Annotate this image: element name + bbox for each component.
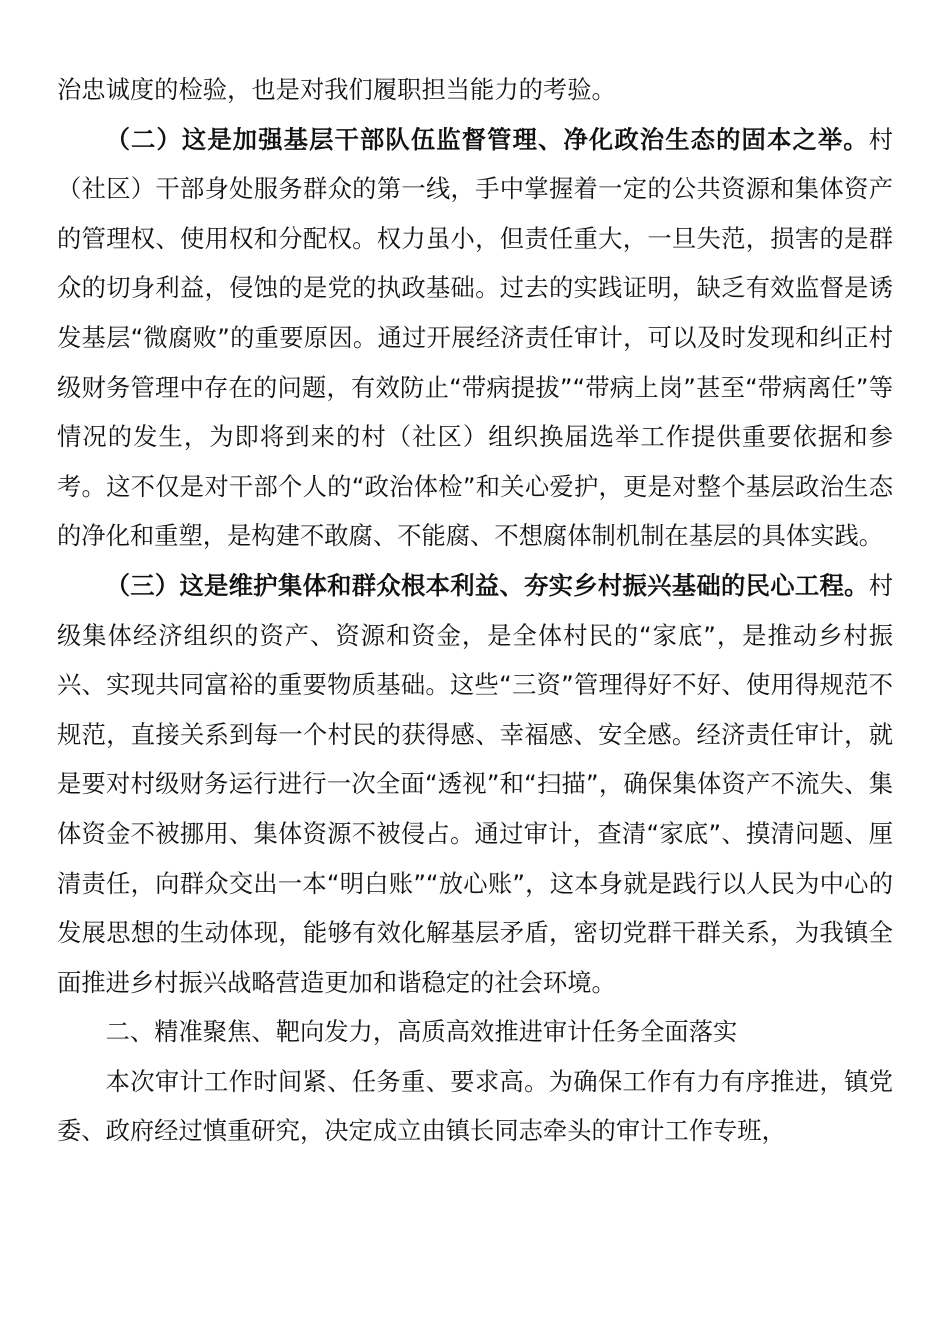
paragraph-four: 本次审计工作时间紧、任务重、要求高。为确保工作有力有序推进，镇党委、政府经过慎重研究，决定成立由镇长同志牵头的审计工作专班， (57, 1066, 893, 1146)
paragraph-three-body: 村级集体经济组织的资产、资源和资金，是全体村民的“家底”，是推动乡村振兴、实现共同富裕的重要物质基础。这些“三资”管理得好不好、使用得规范不规范，直接关系到每一个村民的获得感、幸福感、安全感。经济责任审计，就是要对村级财务运行进行一次全面“透视”和“扫描”，确保集体资产不流失、集体资金不被挪用、集体资源不被侵占。通过审计，查清“家底”、摸清问题、厘清责任，向群众交出一本“明白账”“放心账”，这本身就是践行以人民为中心的发展思想的生动体现，能够有效化解基层矛盾，密切党群干群关系，为我镇全面推进乡村振兴战略营造更加和谐稳定的社会环境。 (57, 570, 893, 997)
document-body (57, 65, 893, 1156)
paragraph-continuation: 治忠诚度的检验，也是对我们履职担当能力的考验。 (57, 75, 616, 104)
subheading-three: （三）这是维护集体和群众根本利益、夯实乡村振兴基础的民心工程。 (105, 570, 869, 600)
subheading-two: （二）这是加强基层干部队伍监督管理、净化政治生态的固本之举。 (105, 124, 869, 154)
section-two-heading: 二、精准聚焦、靶向发力，高质高效推进审计任务全面落实 (105, 1017, 738, 1047)
paragraph-two-body: 村（社区）干部身处服务群众的第一线，手中掌握着一定的公共资源和集体资产的管理权、使用权和分配权。权力虽小，但责任重大，一旦失范，损害的是群众的切身利益，侵蚀的是党的执政基础。过去的实践证明，缺乏有效监督是诱发基层“微腐败”的重要原因。通过开展经济责任审计，可以及时发现和纠正村级财务管理中存在的问题，有效防止“带病提拔”“带病上岗”甚至“带病离任”等情况的发生，为即将到来的村（社区）组织换届选举工作提供重要依据和参考。这不仅是对干部个人的“政治体检”和关心爱护，更是对整个基层政治生态的净化和重塑，是构建不敢腐、不能腐、不想腐体制机制在基层的具体实践。 (57, 124, 893, 551)
